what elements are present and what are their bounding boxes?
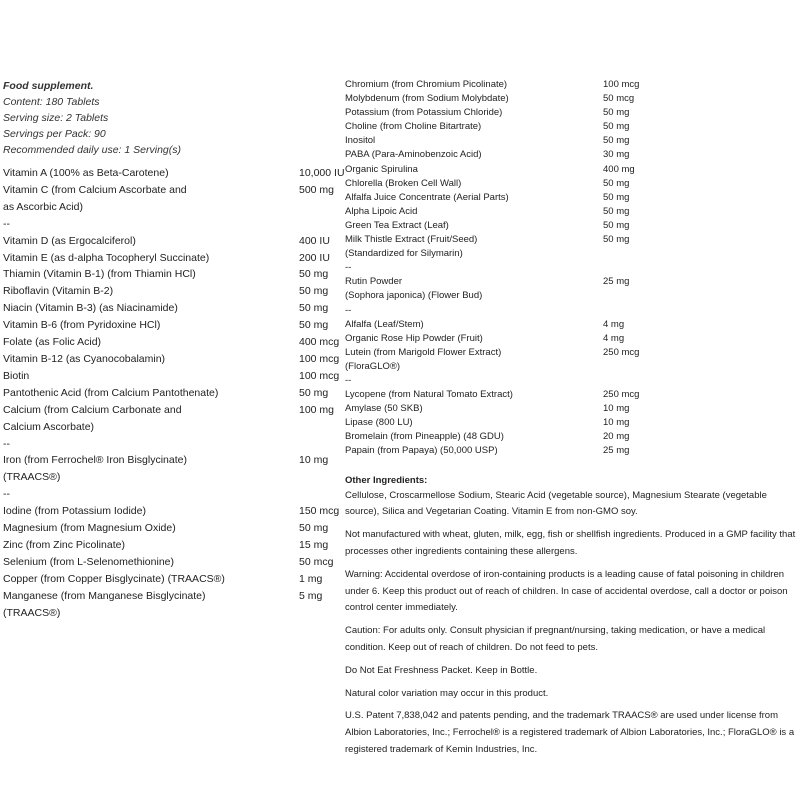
ingredient-name: (Sophora japonica) (Flower Bud) bbox=[345, 290, 483, 302]
ingredient-name: Amylase (50 SKB) bbox=[345, 403, 423, 415]
ingredient-row bbox=[3, 300, 338, 317]
iron-warning: Warning: Accidental overdose of iron-containing products is a leading cause of fatal poisoning in children under 6. Keep this product out of reach of children. In case of accidental overdose, call a doctor or poison control center immediately. bbox=[345, 568, 788, 614]
ingredient-row bbox=[345, 304, 800, 318]
ingredient-row bbox=[345, 106, 800, 120]
ingredient-row bbox=[345, 444, 800, 458]
ingredient-row bbox=[345, 430, 800, 444]
ingredient-row bbox=[345, 92, 800, 106]
ingredient-row bbox=[3, 571, 338, 588]
servings-per-pack-line: Servings per Pack: 90 bbox=[3, 128, 106, 140]
ingredient-amount: 500 mg bbox=[299, 183, 335, 196]
ingredient-row bbox=[345, 247, 800, 261]
ingredient-name: (Standardized for Silymarin) bbox=[345, 248, 463, 260]
ingredient-name: Alpha Lipoic Acid bbox=[345, 205, 418, 217]
ingredient-amount: 50 mg bbox=[603, 107, 630, 119]
ingredient-name: Iodine (from Potassium Iodide) bbox=[3, 505, 146, 518]
ingredient-amount: 25 mg bbox=[603, 445, 630, 457]
ingredient-row bbox=[345, 261, 800, 275]
ingredient-row bbox=[3, 182, 338, 199]
ingredient-name: Iron (from Ferrochel® Iron Bisglycinate) bbox=[3, 454, 187, 467]
ingredient-row bbox=[345, 191, 800, 205]
ingredient-row bbox=[3, 503, 338, 520]
ingredient-name: Potassium (from Potassium Chloride) bbox=[345, 107, 503, 119]
ingredient-name: Calcium Ascorbate) bbox=[3, 420, 95, 433]
ingredient-amount: 4 mg bbox=[603, 332, 625, 344]
ingredient-amount: 50 mg bbox=[299, 268, 329, 281]
ingredient-name: Lutein (from Marigold Flower Extract) bbox=[345, 346, 502, 358]
supplement-facts-left bbox=[3, 78, 345, 621]
ingredient-row bbox=[3, 402, 338, 419]
ingredient-row bbox=[3, 588, 338, 605]
ingredient-row bbox=[345, 402, 800, 416]
ingredient-amount: 400 mg bbox=[603, 163, 635, 175]
ingredient-row bbox=[3, 199, 338, 216]
ingredient-amount: 50 mg bbox=[603, 219, 630, 231]
color-variation-note: Natural color variation may occur in this product. bbox=[345, 687, 549, 699]
ingredient-amount: 50 mg bbox=[299, 285, 329, 298]
caution-statement: Caution: For adults only. Consult physician if pregnant/nursing, taking medication, or have a medical condition. Keep out of reach of children. Do not feed to pets. bbox=[345, 625, 766, 653]
ingredient-name: Vitamin B-6 (from Pyridoxine HCl) bbox=[3, 319, 161, 332]
ingredient-row bbox=[3, 520, 338, 537]
ingredient-name: Vitamin A (100% as Beta-Carotene) bbox=[3, 167, 169, 179]
ingredient-amount: 30 mg bbox=[603, 149, 630, 161]
ingredient-amount: 4 mg bbox=[603, 318, 625, 330]
ingredient-amount: 250 mcg bbox=[603, 346, 640, 358]
ingredient-row bbox=[345, 177, 800, 191]
ingredient-row bbox=[345, 318, 800, 332]
ingredient-name: Magnesium (from Magnesium Oxide) bbox=[3, 522, 176, 535]
patent-trademark-note: U.S. Patent 7,838,042 and patents pending, and the trademark TRAACS® are used under license from Albion Laboratories, Inc.; Ferrochel® is a registered trademark of Albion Laboratories, Inc.; FloraGLO® is a registered trademark of Kemin Industries, Inc. bbox=[345, 710, 795, 755]
ingredient-amount: 50 mg bbox=[603, 191, 630, 203]
ingredient-name: Vitamin E (as d-alpha Tocopheryl Succinate) bbox=[3, 251, 210, 264]
ingredient-row bbox=[3, 233, 338, 250]
ingredient-name: Molybdenum (from Sodium Molybdate) bbox=[345, 93, 509, 105]
ingredient-row bbox=[3, 436, 338, 453]
ingredient-row bbox=[345, 120, 800, 134]
ingredient-row bbox=[3, 334, 338, 351]
ingredient-amount: 10 mg bbox=[603, 403, 630, 415]
ingredient-row bbox=[345, 233, 800, 247]
ingredient-row bbox=[3, 452, 338, 469]
ingredient-row bbox=[345, 163, 800, 177]
ingredient-name: PABA (Para-Aminobenzoic Acid) bbox=[345, 149, 482, 161]
ingredient-name: -- bbox=[3, 217, 10, 230]
ingredient-name: Papain (from Papaya) (50,000 USP) bbox=[345, 445, 498, 457]
ingredient-name: Organic Rose Hip Powder (Fruit) bbox=[345, 332, 483, 344]
ingredient-amount: 20 mg bbox=[603, 431, 630, 443]
ingredient-name: Bromelain (from Pineapple) (48 GDU) bbox=[345, 431, 504, 443]
other-ingredients-text: Cellulose, Croscarmellose Sodium, Stearic Acid (vegetable source), Magnesium Stearate (vegetable source), Silica and Vegetarian Coating. Vitamin E from non-GMO soy. bbox=[345, 489, 767, 518]
ingredient-amount: 50 mg bbox=[299, 386, 329, 399]
supplement-facts-right bbox=[345, 78, 800, 765]
ingredient-row bbox=[3, 537, 338, 554]
ingredient-name: Vitamin B-12 (as Cyanocobalamin) bbox=[3, 352, 166, 365]
ingredient-name: as Ascorbic Acid) bbox=[3, 200, 83, 213]
ingredient-row bbox=[3, 283, 338, 300]
freshness-packet-note: Do Not Eat Freshness Packet. Keep in Bottle. bbox=[345, 664, 538, 676]
ingredient-row bbox=[345, 134, 800, 148]
left-ingredient-list bbox=[3, 165, 345, 621]
ingredient-amount: 1 mg bbox=[299, 572, 323, 585]
ingredient-amount: 100 mcg bbox=[603, 79, 640, 90]
ingredient-name: Copper (from Copper Bisglycinate) (TRAACS®) bbox=[3, 572, 225, 585]
ingredient-name: Green Tea Extract (Leaf) bbox=[345, 219, 449, 231]
ingredient-row bbox=[345, 374, 800, 388]
ingredient-name: Inositol bbox=[345, 135, 376, 147]
ingredient-row bbox=[3, 216, 338, 233]
ingredient-name: Alfalfa (Leaf/Stem) bbox=[345, 318, 424, 330]
ingredient-row bbox=[345, 416, 800, 430]
ingredient-row bbox=[345, 346, 800, 360]
ingredient-row bbox=[3, 419, 338, 436]
ingredient-row bbox=[3, 266, 338, 283]
ingredient-name: (FloraGLO®) bbox=[345, 360, 401, 372]
ingredient-row bbox=[3, 385, 338, 402]
other-ingredients-title: Other Ingredients: bbox=[345, 474, 428, 486]
ingredient-row bbox=[3, 165, 345, 182]
content-line: Content: 180 Tablets bbox=[3, 96, 100, 108]
ingredient-row bbox=[345, 219, 800, 233]
ingredient-name: Zinc (from Zinc Picolinate) bbox=[3, 538, 125, 551]
ingredient-name: Calcium (from Calcium Carbonate and bbox=[3, 403, 182, 416]
serving-size-line: Serving size: 2 Tablets bbox=[3, 112, 109, 124]
ingredient-row bbox=[3, 605, 338, 622]
ingredient-name: Vitamin C (from Calcium Ascorbate and bbox=[3, 183, 187, 196]
ingredient-name: Alfalfa Juice Concentrate (Aerial Parts) bbox=[345, 191, 509, 203]
right-ingredient-list bbox=[345, 78, 800, 459]
ingredient-row bbox=[3, 486, 338, 503]
ingredient-amount: 50 mg bbox=[603, 234, 630, 246]
ingredient-amount: 100 mcg bbox=[299, 369, 340, 382]
product-title: Food supplement. bbox=[3, 80, 94, 92]
ingredient-amount: 400 IU bbox=[299, 234, 330, 247]
ingredient-name: -- bbox=[3, 437, 10, 450]
ingredient-row bbox=[345, 388, 800, 402]
ingredient-name: Milk Thistle Extract (Fruit/Seed) bbox=[345, 234, 478, 246]
ingredient-amount: 5 mg bbox=[299, 589, 323, 602]
ingredient-name: Selenium (from L-Selenomethionine) bbox=[3, 555, 174, 568]
ingredient-name: Manganese (from Manganese Bisglycinate) bbox=[3, 589, 206, 602]
ingredient-row bbox=[345, 78, 800, 92]
ingredient-row bbox=[345, 205, 800, 219]
ingredient-amount: 200 IU bbox=[299, 251, 330, 264]
ingredient-amount: 50 mcg bbox=[603, 93, 635, 105]
ingredient-name: Lipase (800 LU) bbox=[345, 417, 413, 429]
ingredient-name: Riboflavin (Vitamin B-2) bbox=[3, 285, 114, 298]
ingredient-row bbox=[3, 469, 338, 486]
ingredient-amount: 400 mcg bbox=[299, 336, 340, 349]
ingredient-name: Organic Spirulina bbox=[345, 163, 418, 175]
ingredient-amount: 50 mg bbox=[299, 319, 329, 332]
ingredient-amount: 10,000 IU bbox=[299, 167, 345, 179]
ingredient-amount: 50 mcg bbox=[299, 555, 334, 568]
ingredient-amount: 50 mg bbox=[603, 177, 630, 189]
ingredient-row bbox=[345, 332, 800, 346]
ingredient-name: Rutin Powder bbox=[345, 276, 403, 288]
ingredient-amount: 100 mcg bbox=[299, 352, 340, 365]
ingredient-amount: 50 mg bbox=[603, 135, 630, 147]
ingredient-amount: 25 mg bbox=[603, 276, 630, 288]
ingredient-name: -- bbox=[3, 488, 10, 501]
ingredient-row bbox=[3, 554, 338, 571]
ingredient-amount: 50 mg bbox=[299, 302, 329, 315]
ingredient-amount: 100 mg bbox=[299, 403, 335, 416]
ingredient-amount: 250 mcg bbox=[603, 389, 640, 401]
ingredient-amount: 10 mg bbox=[603, 417, 630, 429]
ingredient-name: (TRAACS®) bbox=[3, 471, 61, 484]
ingredient-name: Choline (from Choline Bitartrate) bbox=[345, 121, 482, 133]
ingredient-amount: 50 mg bbox=[603, 205, 630, 217]
ingredient-name: Pantothenic Acid (from Calcium Pantothenate) bbox=[3, 386, 219, 399]
ingredient-name: Niacin (Vitamin B-3) (as Niacinamide) bbox=[3, 302, 178, 315]
ingredient-name: -- bbox=[345, 374, 352, 386]
ingredient-row bbox=[345, 275, 800, 289]
ingredient-row bbox=[345, 360, 800, 374]
ingredient-name: (TRAACS®) bbox=[3, 606, 61, 619]
ingredient-name: Vitamin D (as Ergocalciferol) bbox=[3, 234, 136, 247]
ingredient-amount: 15 mg bbox=[299, 538, 329, 551]
ingredient-row bbox=[3, 351, 338, 368]
recommended-use-line: Recommended daily use: 1 Serving(s) bbox=[3, 144, 181, 156]
ingredient-row bbox=[3, 368, 338, 385]
ingredient-name: Biotin bbox=[3, 369, 30, 382]
ingredient-row bbox=[3, 250, 338, 267]
ingredient-amount: 150 mcg bbox=[299, 505, 340, 518]
ingredient-name: -- bbox=[345, 262, 352, 274]
ingredient-name: Lycopene (from Natural Tomato Extract) bbox=[345, 389, 513, 401]
ingredient-amount: 50 mg bbox=[603, 121, 630, 133]
ingredient-name: Chromium (from Chromium Picolinate) bbox=[345, 79, 508, 90]
allergen-statement: Not manufactured with wheat, gluten, milk, egg, fish or shellfish ingredients. Produced in a GMP facility that processes other ingredients containing these allergens. bbox=[345, 529, 796, 557]
product-header bbox=[3, 78, 338, 158]
ingredient-name: Thiamin (Vitamin B-1) (from Thiamin HCl) bbox=[3, 268, 196, 281]
ingredient-row bbox=[345, 289, 800, 303]
ingredient-row bbox=[345, 148, 800, 162]
ingredient-name: Folate (as Folic Acid) bbox=[3, 336, 102, 349]
ingredient-name: -- bbox=[345, 304, 352, 316]
ingredient-row bbox=[3, 317, 338, 334]
ingredient-amount: 10 mg bbox=[299, 454, 329, 467]
ingredient-amount: 50 mg bbox=[299, 522, 329, 535]
ingredient-name: Chlorella (Broken Cell Wall) bbox=[345, 177, 462, 189]
